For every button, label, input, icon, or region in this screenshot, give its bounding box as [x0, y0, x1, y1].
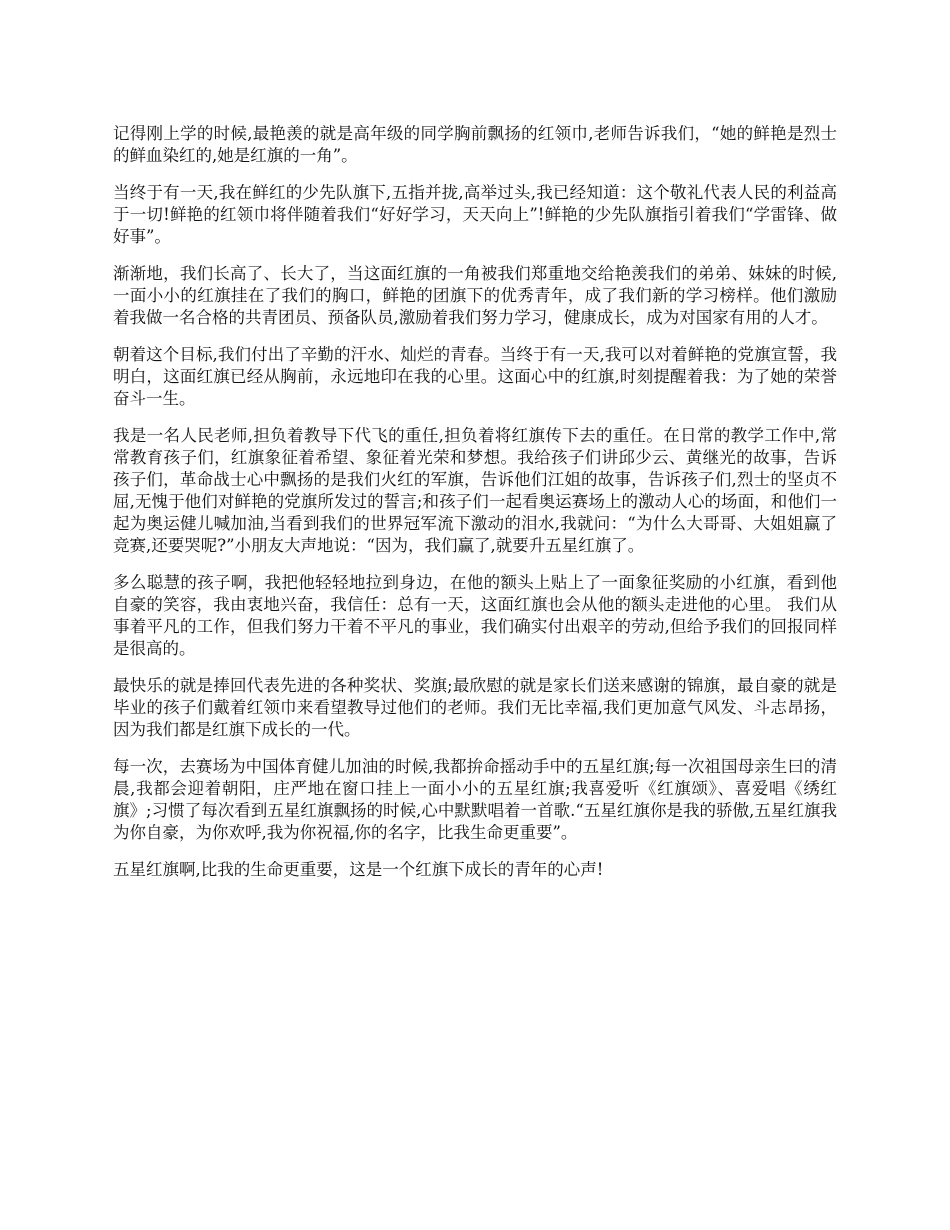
paragraph-4: 朝着这个目标,我们付出了辛勤的汗水、灿烂的青春。当终于有一天,我可以对着鲜艳的党旗宣誓，我明白，这面红旗已经从胸前，永远地印在我的心里。这面心中的红旗,时刻提醒着我：为了她的荣誉奋斗一生。	[113, 345, 837, 408]
document-body	[113, 123, 837, 896]
paragraph-6: 多么聪慧的孩子啊，我把他轻轻地拉到身边，在他的额头上贴上了一面象征奖励的小红旗，看到他自豪的笑容，我由衷地兴奋，我信任：总有一天，这面红旗也会从他的额头走进他的心里。 我们从事着平凡的工作，但我们努力干着不平凡的事业，我们确实付出艰辛的劳动,但给予我们的回报同样是很高的。	[113, 573, 837, 658]
paragraph-2: 当终于有一天,我在鲜红的少先队旗下,五指并拢,高举过头,我已经知道：这个敬礼代表人民的利益高于一切!鲜艳的红领巾将伴随着我们“好好学习，天天向上”!鲜艳的少先队旗指引着我们“学雷锋、做好事”。	[113, 183, 837, 246]
paragraph-9: 五星红旗啊,比我的生命更重要，这是一个红旗下成长的青年的心声!	[113, 860, 604, 879]
paragraph-8: 每一次，去赛场为中国体育健儿加油的时候,我都拚命摇动手中的五星红旗;每一次祖国母亲生曰的清晨,我都会迎着朝阳，庄严地在窗口挂上一面小小的五星红旗;我喜爱听《红旗颂》、喜爱唱《绣红旗》;习惯了每次看到五星红旗飘扬的时候,心中默默唱着一首歌.“五星红旗你是我的骄傲,五星红旗我为你自豪，为你欢呼,我为你祝福,你的名字，比我生命更重要”。	[113, 757, 837, 842]
paragraph-1: 记得刚上学的时候,最艳羡的就是高年级的同学胸前飘扬的红领巾,老师告诉我们，“她的鲜艳是烈士的鲜血染红的,她是红旗的一角”。	[113, 124, 837, 165]
paragraph-5: 我是一名人民老师,担负着教导下代飞的重任,担负着将红旗传下去的重任。在日常的教学工作中,常常教育孩子们，红旗象征着希望、象征着光荣和梦想。我给孩子们讲邱少云、黄继光的故事，告诉孩子们，革命战士心中飘扬的是我们火红的军旗，告诉他们江姐的故事，告诉孩子们,烈士的坚贞不屈,无愧于他们对鲜艳的党旗所发过的誓言;和孩子们一起看奥运赛场上的激动人心的场面，和他们一起为奥运健儿喊加油,当看到我们的世界冠军流下激动的泪水,我就问：“为什么大哥哥、大姐姐赢了竞赛,还要哭呢?”小朋友大声地说：“因为，我们赢了,就要升五星红旗了。	[113, 426, 837, 555]
paragraph-3: 渐渐地，我们长高了、长大了，当这面红旗的一角被我们郑重地交给艳羡我们的弟弟、妹妹的时候,一面小小的红旗挂在了我们的胸口，鲜艳的团旗下的优秀青年，成了我们新的学习榜样。他们激励着我做一名合格的共青团员、预备队员,激励着我们努力学习，健康成长，成为对国家有用的人才。	[113, 264, 837, 327]
paragraph-7: 最快乐的就是捧回代表先进的各种奖状、奖旗;最欣慰的就是家长们送来感谢的锦旗，最自豪的就是毕业的孩子们戴着红领巾来看望教导过他们的老师。我们无比幸福,我们更加意气风发、斗志昂扬，因为我们都是红旗下成长的一代。	[113, 676, 837, 739]
